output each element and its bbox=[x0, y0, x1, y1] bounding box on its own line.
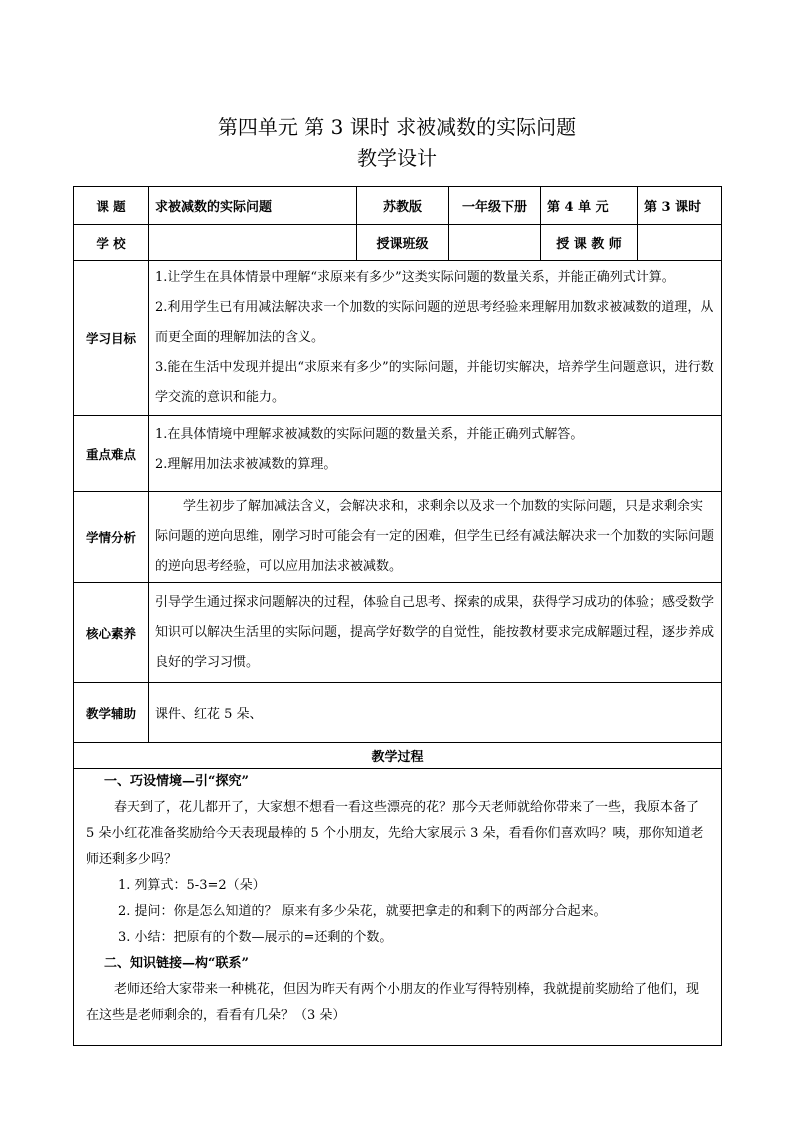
key-points-content bbox=[149, 416, 722, 492]
section-heading: 二、知识链接—构“联系” bbox=[104, 956, 249, 971]
process-paragraph: 老师还给大家带来一种桃花，但因为昨天有两个小朋友的作业写得特别棒，我就提前奖励给了他们，现在这些是老师剩余的，看看有几朵？（3 朵） bbox=[86, 982, 700, 1023]
label-teacher: 授 课 教 师 bbox=[541, 225, 638, 261]
literacy-text: 引导学生通过探求问题解决的过程，体验自己思考、探索的成果，获得学习成功的体验；感受数学知识可以解决生活里的实际问题，提高学好数学的自觉性，能按教材要求完成解题过程，逐步养成良好的学习习惯。 bbox=[155, 594, 715, 670]
class-value bbox=[449, 225, 541, 261]
lesson-plan-table bbox=[73, 186, 722, 1046]
analysis-text: 学生初步了解加减法含义，会解决求和，求剩余以及求一个加数的实际问题，只是求剩余实际问题的逆向思维，刚学习时可能会有一定的困难，但学生已经有减法解决求一个加数的实际问题的逆向思考经验，可以应用加法求被减数。 bbox=[155, 499, 715, 574]
label-school: 学 校 bbox=[74, 225, 149, 261]
school-value bbox=[149, 225, 357, 261]
unit-value: 第 4 单 元 bbox=[541, 187, 638, 225]
school-row bbox=[74, 225, 722, 261]
goals-row bbox=[74, 261, 722, 416]
label-class: 授课班级 bbox=[357, 225, 449, 261]
process-paragraph: 春天到了，花儿都开了，大家想不想看一看这些漂亮的花？那今天老师就给你带来了一些，我原本备了 5 朵小红花准备奖励给今天表现最棒的 5 个小朋友，先给大家展示 3 朵，看看你们喜欢吗？咦，那你知道老师还剩多少吗？ bbox=[86, 800, 704, 867]
process-content bbox=[74, 769, 722, 1046]
analysis-content bbox=[149, 492, 722, 583]
document-subtitle: 教学设计 bbox=[357, 146, 437, 170]
label-topic: 课 题 bbox=[74, 187, 149, 225]
key-point-item: 2.理解用加法求被减数的算理。 bbox=[155, 457, 337, 472]
label-key-points: 重点难点 bbox=[74, 416, 149, 492]
process-heading: 教学过程 bbox=[74, 743, 722, 769]
label-literacy: 核心素养 bbox=[74, 583, 149, 683]
literacy-row bbox=[74, 583, 722, 683]
document-title: 第四单元 第 3 课时 求被减数的实际问题 bbox=[217, 115, 577, 139]
label-aids: 教学辅助 bbox=[74, 683, 149, 743]
topic-value: 求被减数的实际问题 bbox=[149, 187, 357, 225]
label-analysis: 学情分析 bbox=[74, 492, 149, 583]
teacher-value bbox=[638, 225, 722, 261]
process-step: 3. 小结：把原有的个数—展示的=还剩的个数。 bbox=[118, 930, 393, 945]
process-step: 2. 提问：你是怎么知道的？ 原来有多少朵花，就要把拿走的和剩下的两部分合起来。 bbox=[118, 904, 607, 919]
goal-item: 1.让学生在具体情景中理解“求原来有多少”这类实际问题的数量关系，并能正确列式计算。 bbox=[155, 270, 675, 285]
key-point-item: 1.在具体情境中理解求被减数的实际问题的数量关系，并能正确列式解答。 bbox=[155, 427, 584, 442]
header-row bbox=[74, 187, 722, 225]
aids-row bbox=[74, 683, 722, 743]
goals-content bbox=[149, 261, 722, 416]
edition-value: 苏教版 bbox=[357, 187, 449, 225]
label-goals: 学习目标 bbox=[74, 261, 149, 416]
aids-content: 课件、红花 5 朵、 bbox=[149, 683, 722, 743]
literacy-content bbox=[149, 583, 722, 683]
analysis-row bbox=[74, 492, 722, 583]
section-heading: 一、巧设情境—引“探究” bbox=[104, 774, 249, 789]
process-body-row bbox=[74, 769, 722, 1046]
goal-item: 3.能在生活中发现并提出“求原来有多少”的实际问题，并能切实解决，培养学生问题意识，进行数学交流的意识和能力。 bbox=[155, 360, 714, 405]
grade-value: 一年级下册 bbox=[449, 187, 541, 225]
process-step: 1. 列算式：5-3=2（朵） bbox=[118, 878, 266, 893]
lesson-value: 第 3 课时 bbox=[638, 187, 722, 225]
goal-item: 2.利用学生已有用减法解决求一个加数的实际问题的逆思考经验来理解用加数求被减数的道理，从而更全面的理解加法的含义。 bbox=[155, 300, 714, 345]
process-heading-row bbox=[74, 743, 722, 769]
key-points-row bbox=[74, 416, 722, 492]
